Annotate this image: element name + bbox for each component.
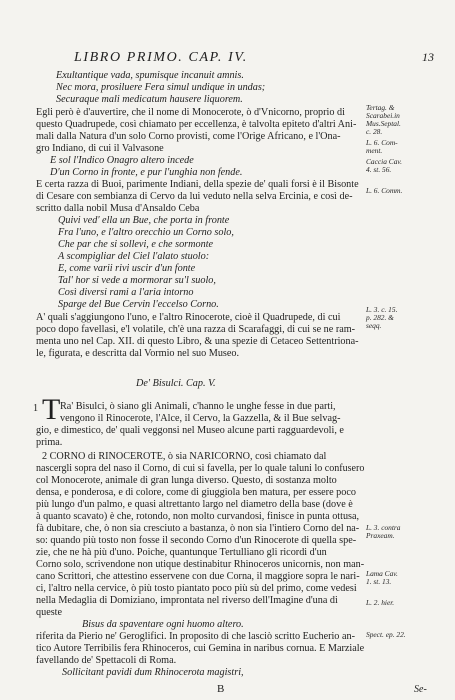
page-number: 13 <box>422 50 434 64</box>
text-line: De' Bisulci. Cap. V. <box>136 378 216 389</box>
text-line: Sollicitant pavidi dum Rhinocerota magistri, <box>62 667 244 678</box>
text-line: gro Indiano, di cui il Valvasone <box>36 143 164 154</box>
margin-note: Tertag. & <box>366 103 395 112</box>
text-line: Quivi ved' ella un Bue, che porta in fronte <box>58 215 230 226</box>
text-line: tico Autore Terribilis fera Rhinoceros, cui Gemina in naribus cornua. E Marziale <box>36 643 365 654</box>
text-line: Nec mora, prosiluere Fera simul undique in undas; <box>56 82 266 93</box>
text-line: Fra l'uno, e l'altro orecchio un Corno solo, <box>58 227 234 238</box>
margin-note: ment. <box>366 146 383 155</box>
signature-mark: B <box>217 683 225 695</box>
text-line: fà dubitare, che, ò non sia cresciuto a bastanza, ò non sia l'intiero Corno del na- <box>36 523 360 534</box>
text-line: poco dopo favellasi, e'l volatile, ch'è una razza di Scarafaggi, di cui se ne ram- <box>36 324 356 335</box>
margin-note: Mus.Septal. <box>366 119 401 128</box>
text-line: Che par che si sollevi, e che sormonte <box>58 239 214 250</box>
margin-note: Spect. ep. 22. <box>366 630 406 639</box>
text-line: prima. <box>36 437 63 448</box>
margin-note: Lama Cav. <box>366 569 398 578</box>
margin-note: Scarabei.in <box>366 111 400 120</box>
catchword: Se- <box>414 684 427 695</box>
text-line: E sol l'Indico Onagro altero incede <box>50 155 194 166</box>
paragraph-number: 1 <box>33 403 39 414</box>
text-line: Così diversi rami a l'aria intorno <box>58 287 194 298</box>
margin-note: 4. st. 56. <box>366 165 392 174</box>
text-line: di Cesare con sembianza di Cervo da lui veduto nella selva Ercinia, e così de- <box>36 191 353 202</box>
margin-note: 1. st. 13. <box>366 577 392 586</box>
text-line: ci, l'altro nella cervice, ò più tosto piantato poco più sù del primo, come vedesi <box>36 583 357 594</box>
margin-note: L. 3. c. 15. <box>366 305 398 314</box>
text-line: Exultantique vada, spumisque incanuit amnis. <box>56 70 244 81</box>
text-line: 2 CORNO di RINOCEROTE, ò sia NARICORNO, così chiamato dal <box>42 451 327 462</box>
text-line: A scompigliar del Ciel l'alato stuolo: <box>58 251 210 262</box>
drop-cap: T <box>42 393 61 426</box>
text-line: Tal' hor si vede a mormorar su'l suolo, <box>58 275 216 286</box>
text-line: le, figurata, e descritta dal Vormio nel suo Museo. <box>36 348 240 359</box>
margin-note: Praxeam. <box>366 531 395 540</box>
text-line: cano Scrittori, che attestino esservene con due Corna, il maggiore sopra le nari- <box>36 571 360 582</box>
text-line: D'un Corno in fronte, e pur l'unghia non fende. <box>50 167 243 178</box>
text-line: à quanto scavato) è che, rotondo, non molto curvandosi, finisce in punta ottusa, <box>36 511 360 522</box>
text-line: Egli però è d'auvertire, che il nome di Monocerote, ò d'Vnicorno, proprio di <box>36 107 345 118</box>
text-line: A' quali s'aggiungono l'uno, e l'altro Rinocerote, cioè il Quadrupede, di cui <box>36 312 341 323</box>
margin-note: L. 2. hier. <box>366 598 395 607</box>
text-line: mali dalla Natura d'un solo Corno provisti, come l'Orige Africano, e l'Ona- <box>36 131 341 142</box>
text-line: so: quando più tosto non fosse il secondo Corno d'un Rinocerote di quella spe- <box>36 535 357 546</box>
text-line: questo Quadrupede, così chiamato per eccellenza, è talvolta epiteto d'altri Ani- <box>36 119 357 130</box>
text-line: nascergli sopra del naso il Corno, di cui si favella, per lo quale taluni lo confusero <box>36 463 365 474</box>
text-line: queste <box>36 607 63 618</box>
margin-note: p. 282. & <box>366 313 394 322</box>
text-line: col Monocerote, animale di gran lunga diverso. Questo, di sostanza molto <box>36 475 337 486</box>
text-line: E, come varii rivi uscir d'un fonte <box>58 263 196 274</box>
margin-note: L. 6. Com- <box>366 138 398 147</box>
text-line: zie, che ne hà più d'uno. Poiche, quantunque Tertulliano gli ricordi d'un <box>36 547 327 558</box>
text-line: Securaque mali medicatum hausere liquorem. <box>56 94 243 105</box>
text-line: favellando de' Spettacoli di Roma. <box>36 655 177 666</box>
margin-note: Caccia Cav. <box>366 157 402 166</box>
margin-notes-column <box>366 0 452 700</box>
text-line: menta uno nel Cap. XII. di questo Libro, & una spezie di Cetaceo Settentriona- <box>36 336 359 347</box>
text-line: Corno solo, scrivendone non utique destinabitur Rhinoceros unicornis, non man- <box>36 559 365 570</box>
text-line: riferita da Pierio ne' Geroglifici. In proposito di che lasciò scritto Eucherio an- <box>36 631 355 642</box>
margin-note: L. 6. Comm. <box>366 186 403 195</box>
text-line: più lungo d'un palmo, e quasi altrettanto largo nel diametro della base (dove è <box>36 499 353 510</box>
text-line: Sparge del Bue Cervin l'eccelso Corno. <box>58 299 219 310</box>
text-line: Bisus da spaventare ogni huomo altero. <box>82 619 244 630</box>
text-line: scritto dalla nobil Musa d'Ansaldo Ceba <box>36 203 200 214</box>
text-line: densa, e ponderosa, e di colore, come di giuggiola ben matura, per essere poco <box>36 487 356 498</box>
text-line: nella Medaglia di Domiziano, improntata nel riverso dell'Imagine d'una di <box>36 595 338 606</box>
text-line: vengono il Rinocerote, l'Alce, il Cervo, la Gazzella, & il Bue selvag- <box>60 413 341 424</box>
margin-note: seqq. <box>366 321 382 330</box>
margin-note: L. 3. contra <box>366 523 401 532</box>
margin-note: c. 28. <box>366 127 383 136</box>
text-line: Ra' Bisulci, ò siano gli Animali, c'hanno le unghe fesse in due parti, <box>60 401 336 412</box>
text-line: E certa razza di Buoi, parimente Indiani, della spezie de' quali forsi è il Bisonte <box>36 179 359 190</box>
text-line: gio, e dimestico, de' quali veggonsi nel Museo alcune parti ragguardevoli, e <box>36 425 344 436</box>
running-title: LIBRO PRIMO. CAP. IV. <box>74 50 248 65</box>
